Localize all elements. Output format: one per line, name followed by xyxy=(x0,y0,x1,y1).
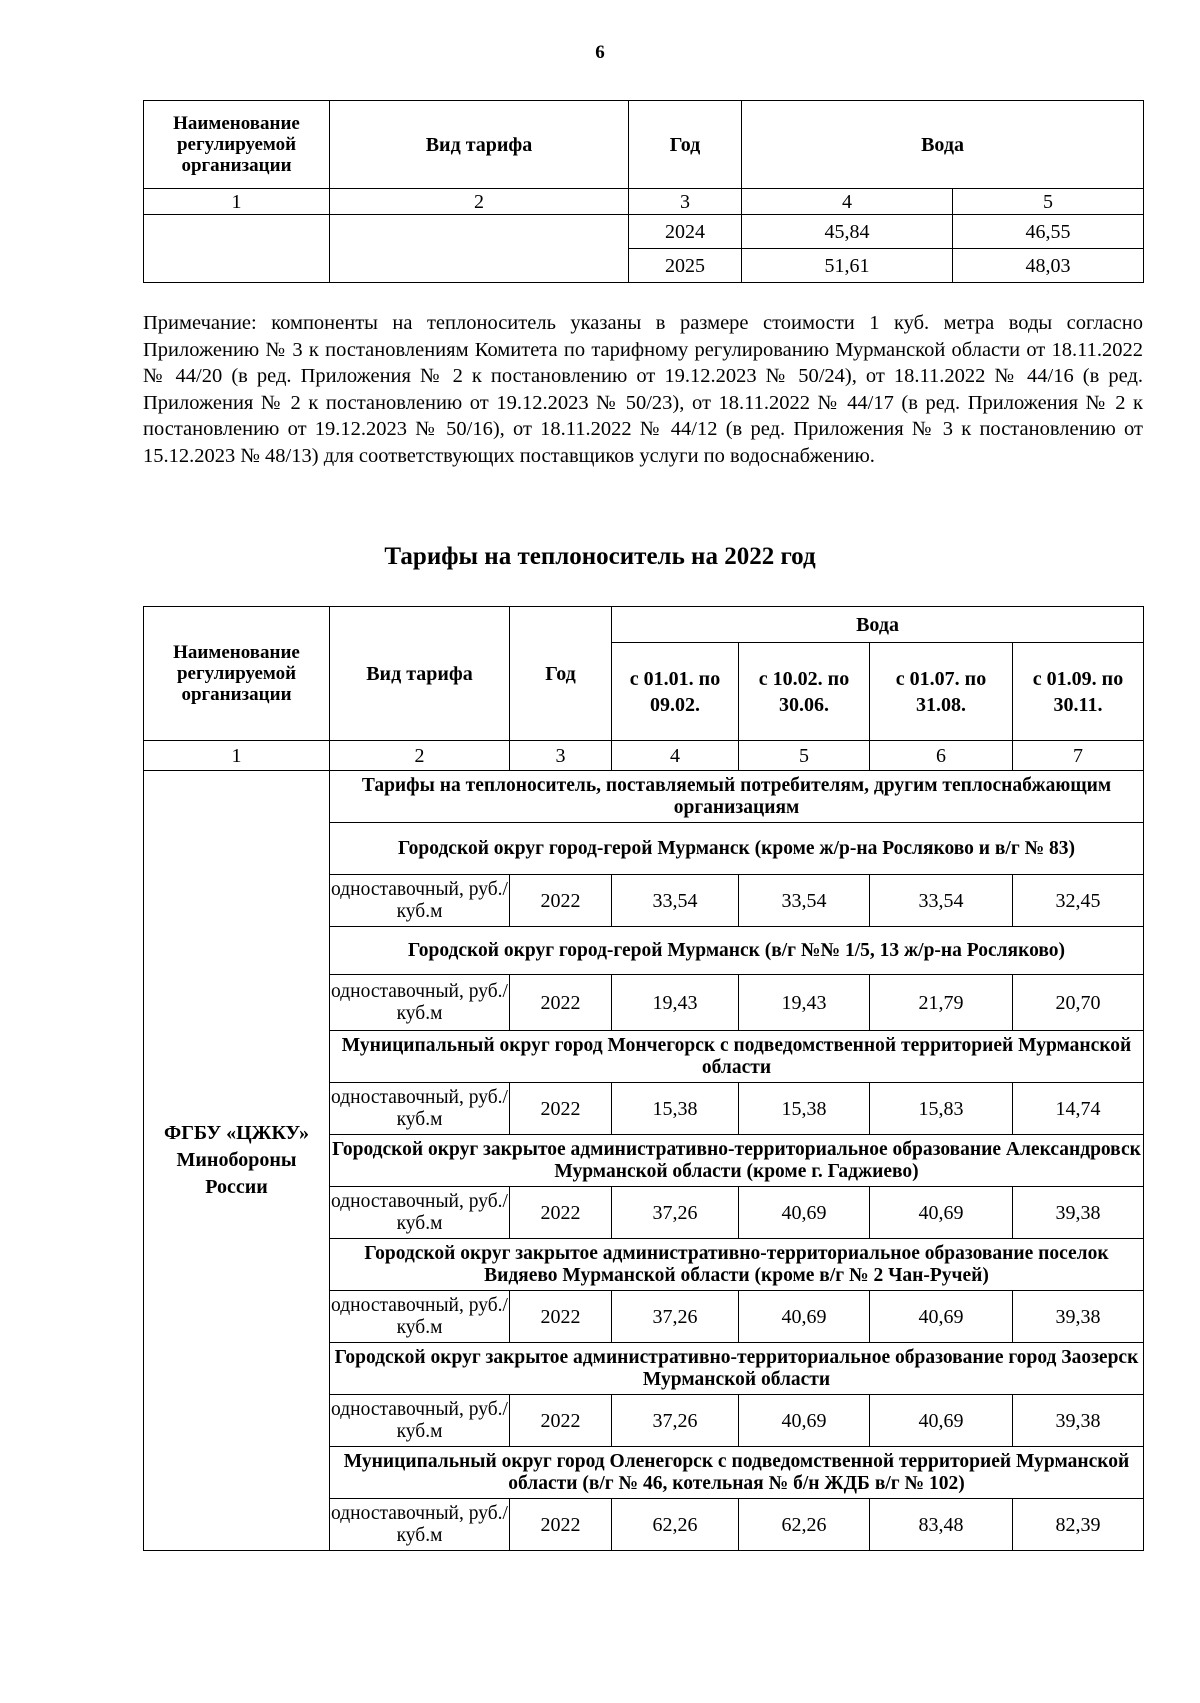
year-cell: 2022 xyxy=(510,875,612,927)
org-cell-empty xyxy=(144,215,330,283)
col-number: 1 xyxy=(144,189,330,215)
col-number: 5 xyxy=(953,189,1144,215)
value-cell: 37,26 xyxy=(612,1187,739,1239)
value-cell: 37,26 xyxy=(612,1395,739,1447)
header-water: Вода xyxy=(612,607,1144,643)
header-org: Наименование регулируемой организации xyxy=(144,101,330,189)
tariff-type: одноставочный, руб./куб.м xyxy=(330,875,510,927)
year-cell: 2024 xyxy=(629,215,742,249)
value-cell: 39,38 xyxy=(1013,1187,1144,1239)
col-number: 3 xyxy=(629,189,742,215)
value-cell: 83,48 xyxy=(870,1499,1013,1551)
value-cell: 46,55 xyxy=(953,215,1144,249)
value-cell: 40,69 xyxy=(739,1291,870,1343)
value-cell: 21,79 xyxy=(870,975,1013,1031)
col-number: 2 xyxy=(330,189,629,215)
col-number: 5 xyxy=(739,741,870,771)
col-number: 1 xyxy=(144,741,330,771)
territory-header: Городской округ город-герой Мурманск (в/г №№ 1/5, 13 ж/р-на Росляково) xyxy=(330,927,1144,975)
tariff-type: одноставочный, руб./куб.м xyxy=(330,975,510,1031)
heat-carrier-tariff-table xyxy=(143,606,1144,1551)
territory-header: Муниципальный округ город Оленегорск с подведомственной территорией Мурманской области (в/г № 46, котельная № б/н ЖДБ в/г № 102) xyxy=(330,1447,1144,1499)
water-tariff-table-continued xyxy=(143,100,1144,283)
value-cell: 33,54 xyxy=(612,875,739,927)
header-water: Вода xyxy=(742,101,1144,189)
tariff-type: одноставочный, руб./куб.м xyxy=(330,1187,510,1239)
header-tariff: Вид тарифа xyxy=(330,607,510,741)
main-group-header: Тарифы на теплоноситель, поставляемый потребителям, другим теплоснабжающим организациям xyxy=(330,771,1144,823)
year-cell: 2022 xyxy=(510,1395,612,1447)
value-cell: 40,69 xyxy=(739,1187,870,1239)
value-cell: 15,38 xyxy=(612,1083,739,1135)
year-cell: 2025 xyxy=(629,249,742,283)
header-period: с 01.07. по 31.08. xyxy=(870,643,1013,741)
tariff-type: одноставочный, руб./куб.м xyxy=(330,1499,510,1551)
value-cell: 48,03 xyxy=(953,249,1144,283)
header-tariff: Вид тарифа xyxy=(330,101,629,189)
year-cell: 2022 xyxy=(510,1083,612,1135)
value-cell: 15,83 xyxy=(870,1083,1013,1135)
value-cell: 51,61 xyxy=(742,249,953,283)
col-number: 2 xyxy=(330,741,510,771)
tariff-cell-empty xyxy=(330,215,629,283)
value-cell: 32,45 xyxy=(1013,875,1144,927)
territory-header: Муниципальный округ город Мончегорск с подведомственной территорией Мурманской области xyxy=(330,1031,1144,1083)
value-cell: 19,43 xyxy=(612,975,739,1031)
territory-header: Городской округ закрытое административно-территориальное образование поселок Видяево Мурманской области (кроме в/г № 2 Чан-Ручей) xyxy=(330,1239,1144,1291)
territory-header: Городской округ закрытое административно-территориальное образование город Заозерск Мурманской области xyxy=(330,1343,1144,1395)
tariff-type: одноставочный, руб./куб.м xyxy=(330,1395,510,1447)
territory-header: Городской округ город-герой Мурманск (кроме ж/р-на Росляково и в/г № 83) xyxy=(330,823,1144,875)
section-title: Тарифы на теплоноситель на 2022 год xyxy=(384,543,816,570)
value-cell: 20,70 xyxy=(1013,975,1144,1031)
tariff-type: одноставочный, руб./куб.м xyxy=(330,1291,510,1343)
year-cell: 2022 xyxy=(510,1187,612,1239)
year-cell: 2022 xyxy=(510,1291,612,1343)
year-cell: 2022 xyxy=(510,1499,612,1551)
value-cell: 82,39 xyxy=(1013,1499,1144,1551)
value-cell: 37,26 xyxy=(612,1291,739,1343)
year-cell: 2022 xyxy=(510,975,612,1031)
header-period: с 01.09. по 30.11. xyxy=(1013,643,1144,741)
territory-header: Городской округ закрытое административно-территориальное образование Александровск Мурманской области (кроме г. Гаджиево) xyxy=(330,1135,1144,1187)
column-numbers-row xyxy=(144,741,1144,771)
value-cell: 19,43 xyxy=(739,975,870,1031)
value-cell: 33,54 xyxy=(870,875,1013,927)
value-cell: 40,69 xyxy=(870,1187,1013,1239)
header-period: с 01.01. по 09.02. xyxy=(612,643,739,741)
value-cell: 40,69 xyxy=(739,1395,870,1447)
value-cell: 39,38 xyxy=(1013,1291,1144,1343)
value-cell: 15,38 xyxy=(739,1083,870,1135)
value-cell: 33,54 xyxy=(739,875,870,927)
table-row xyxy=(144,215,1144,249)
header-year: Год xyxy=(629,101,742,189)
col-number: 7 xyxy=(1013,741,1144,771)
col-number: 4 xyxy=(612,741,739,771)
header-year: Год xyxy=(510,607,612,741)
value-cell: 40,69 xyxy=(870,1395,1013,1447)
column-numbers-row xyxy=(144,189,1144,215)
header-org: Наименование регулируемой организации xyxy=(144,607,330,741)
value-cell: 62,26 xyxy=(739,1499,870,1551)
organization-name: ФГБУ «ЦЖКУ» Минобороны России xyxy=(144,771,330,1551)
value-cell: 14,74 xyxy=(1013,1083,1144,1135)
col-number: 3 xyxy=(510,741,612,771)
header-period: с 10.02. по 30.06. xyxy=(739,643,870,741)
col-number: 6 xyxy=(870,741,1013,771)
value-cell: 40,69 xyxy=(870,1291,1013,1343)
value-cell: 62,26 xyxy=(612,1499,739,1551)
value-cell: 45,84 xyxy=(742,215,953,249)
note-paragraph: Примечание: компоненты на теплоноситель указаны в размере стоимости 1 куб. метра воды согласно Приложению № 3 к постановлениям Комитета по тарифному регулированию Мурманской области от 18.11.2022 № 44/20 (в ред. Приложения № 2 к постановлению от 19.12.2023 № 50/24), от 18.11.2022 № 44/16 (в ред. Приложения № 2 к постановлению от 19.12.2023 № 50/23), от 18.11.2022 № 44/17 (в ред. Приложения № 2 к постановлению от 19.12.2023 № 50/16), от 18.11.2022 № 44/12 (в ред. Приложения № 3 к постановлению от 15.12.2023 № 48/13) для соответствующих поставщиков услуги по водоснабжению. xyxy=(143,312,1143,467)
value-cell: 39,38 xyxy=(1013,1395,1144,1447)
page-number: 6 xyxy=(595,42,605,63)
tariff-type: одноставочный, руб./куб.м xyxy=(330,1083,510,1135)
col-number: 4 xyxy=(742,189,953,215)
